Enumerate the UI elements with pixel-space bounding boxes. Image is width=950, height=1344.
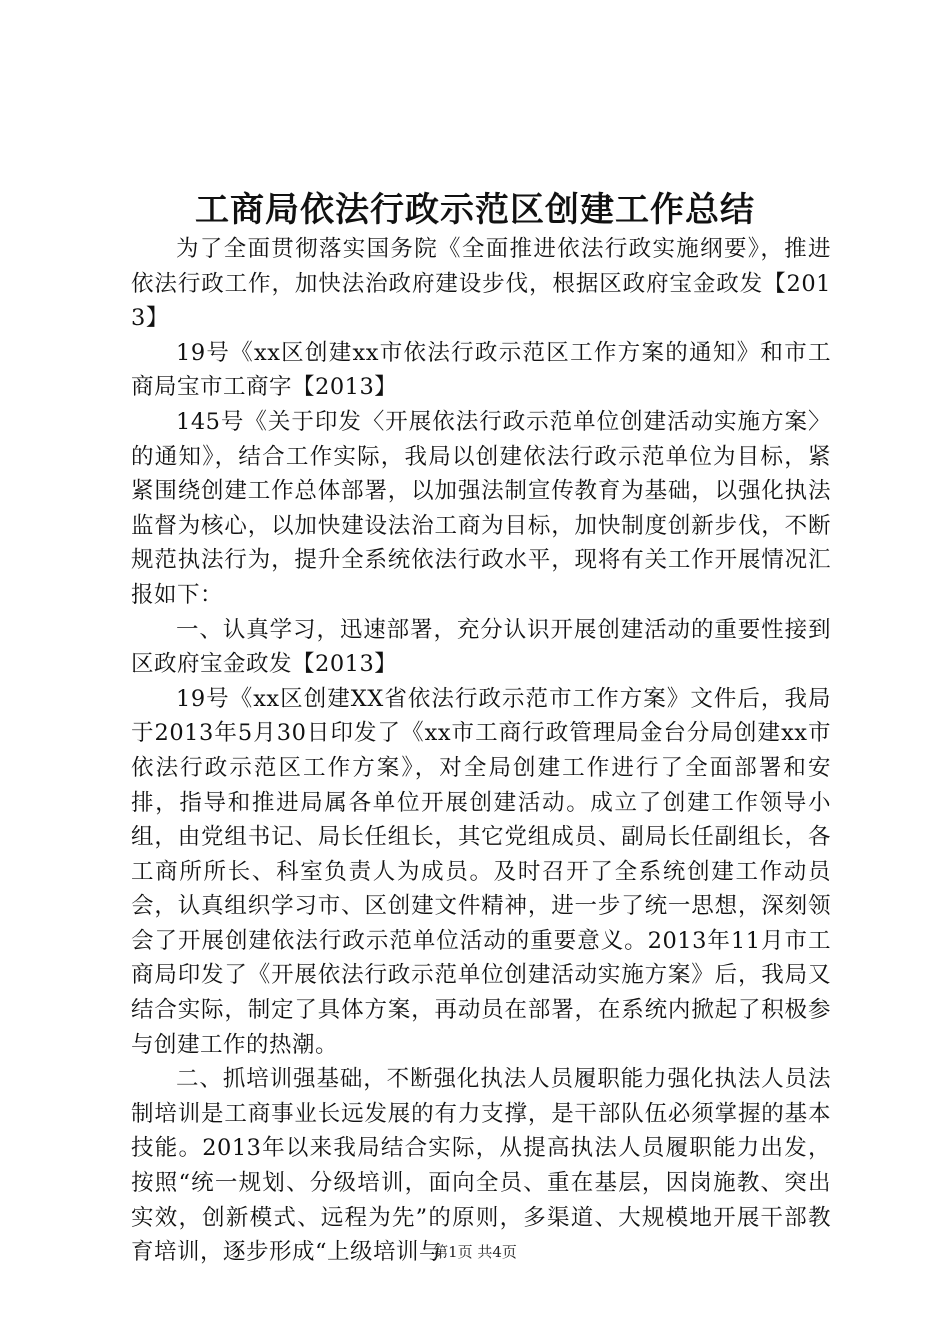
document-body (131, 232, 831, 1270)
body-paragraph: 二、抓培训强基础，不断强化执法人员履职能力强化执法人员法制培训是工商事业长远发展的有力支撑，是干部队伍必须掌握的基本技能。2013年以来我局结合实际，从提高执法人员履职能力出发，按照“统一规划、分级培训，面向全员、重在基层，因岗施教、突出实效，创新模式、远程为先”的原则，多渠道、大规模地开展干部教育培训，逐步形成“上级培训与 (131, 1066, 831, 1266)
body-paragraph: 为了全面贯彻落实国务院《全面推进依法行政实施纲要》，推进依法行政工作，加快法治政府建设步伐，根据区政府宝金政发【2013】 (131, 236, 831, 332)
body-paragraph: 一、认真学习，迅速部署，充分认识开展创建活动的重要性接到区政府宝金政发【2013】 (131, 616, 831, 678)
page-number-footer: 第1页 共4页 (433, 1243, 517, 1261)
body-paragraph: 19号《xx区创建xx市依法行政示范区工作方案的通知》和市工商局宝市工商字【2013】 (131, 339, 831, 401)
body-paragraph: 19号《xx区创建XX省依法行政示范市工作方案》文件后，我局于2013年5月30日印发了《xx市工商行政管理局金台分局创建xx市依法行政示范区工作方案》，对全局创建工作进行了全面部署和安排，指导和推进局属各单位开展创建活动。成立了创建工作领导小组，由党组书记、局长任组长，其它党组成员、副局长任副组长，各工商所所长、科室负责人为成员。及时召开了全系统创建工作动员会，认真组织学习市、区创建文件精神，进一步了统一思想，深刻领会了开展创建依法行政示范单位活动的重要意义。2013年11月市工商局印发了《开展依法行政示范单位创建活动实施方案》后，我局又结合实际，制定了具体方案，再动员在部署，在系统内掀起了积极参与创建工作的热潮。 (131, 685, 831, 1058)
document-title: 工商局依法行政示范区创建工作总结 (195, 190, 755, 230)
body-paragraph: 145号《关于印发〈开展依法行政示范单位创建活动实施方案〉的通知》，结合工作实际，我局以创建依法行政示范单位为目标，紧紧围绕创建工作总体部署，以加强法制宣传教育为基础，以强化执法监督为核心，以加快建设法治工商为目标，加快制度创新步伐，不断规范执法行为，提升全系统依法行政水平，现将有关工作开展情况汇报如下： (131, 408, 831, 608)
